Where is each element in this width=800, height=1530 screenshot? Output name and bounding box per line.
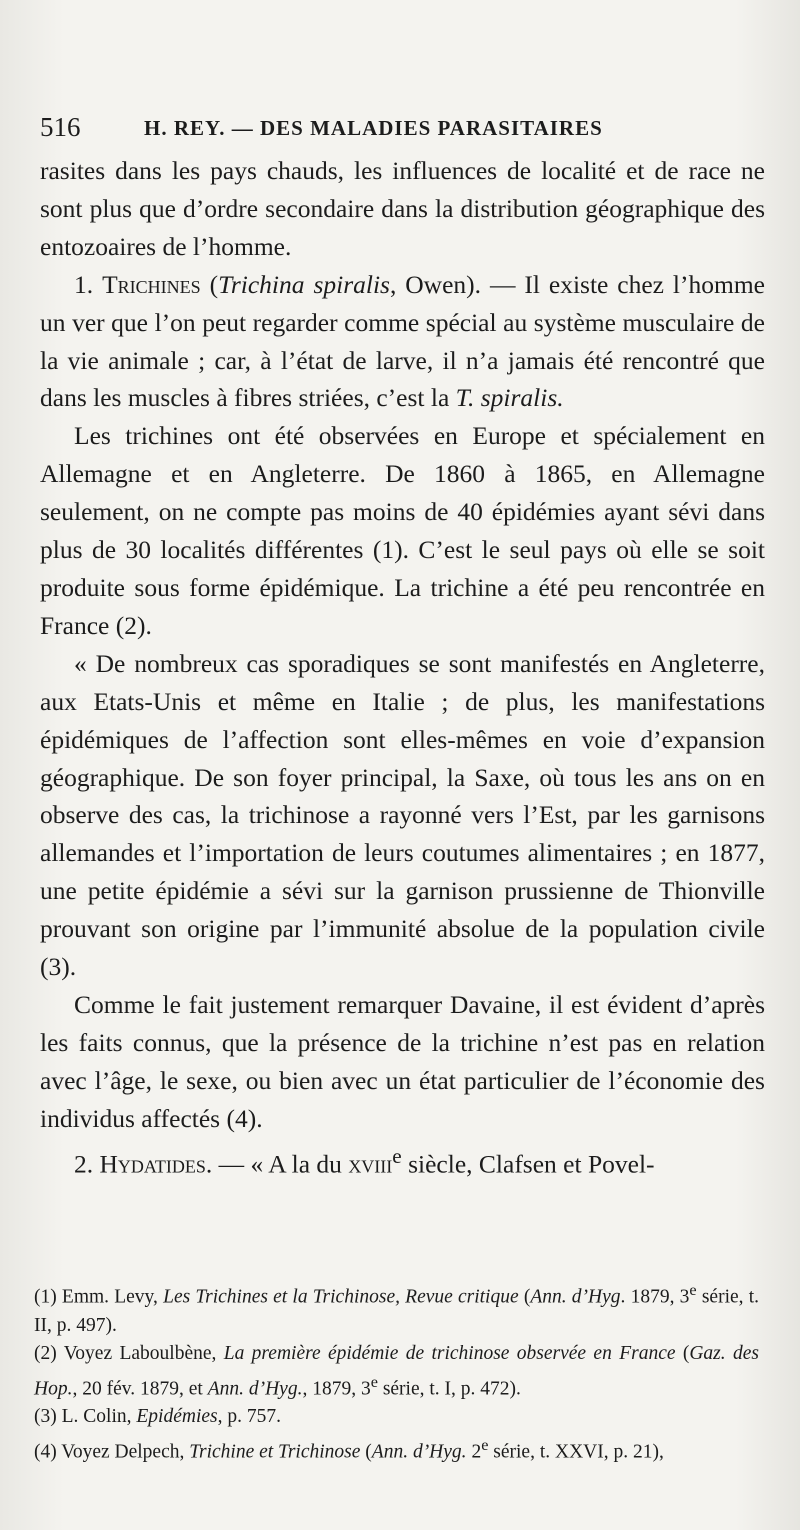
section-heading-hydatides: Hydatides. bbox=[99, 1149, 213, 1179]
superscript: e bbox=[481, 1436, 489, 1454]
footnote-journal: Ann. d’Hyg. bbox=[207, 1378, 303, 1399]
paragraph-text: siècle, Clafsen et Povel- bbox=[401, 1149, 655, 1179]
paragraph-davaine: Comme le fait justement remarquer Davaine, il est évident d’après les faits connus, que la présence de la trichine n’est pas en relation avec l’âge, le sexe, ou bien avec un état particulier de l’économie des individus affectés (4). bbox=[40, 989, 765, 1133]
footnote-text: série, t. XXVI, p. 21), bbox=[488, 1441, 664, 1463]
footnote-text: ( bbox=[360, 1441, 372, 1463]
section-number: 1. bbox=[74, 269, 103, 299]
footnote-text: . 1879, 3 bbox=[620, 1286, 690, 1308]
footnote-text: (3) L. Colin, bbox=[34, 1406, 137, 1427]
page-number: 516 bbox=[40, 112, 81, 142]
footnote-journal: Ann. d’Hyg. bbox=[371, 1441, 467, 1463]
footnote-text: série, t. II, p. 497). bbox=[34, 1286, 759, 1336]
species-name: T. spiralis. bbox=[455, 383, 564, 413]
footnote-journal: Ann. d’Hyg bbox=[530, 1286, 621, 1308]
paragraph-continued: rasites dans les pays chauds, les influences de localité et de race ne sont plus que d’ordre secondaire dans la distribution géographique des entozoaires de l’homme. bbox=[40, 156, 765, 261]
footnote-text: série, t. I, p. 472). bbox=[377, 1378, 521, 1399]
footnote-text: (4) Voyez Delpech, bbox=[34, 1441, 190, 1463]
footnote-title: Trichine et Trichinose bbox=[189, 1441, 361, 1463]
footnote-text: , 1879, 3 bbox=[302, 1378, 371, 1399]
footnote-title: Epidémies bbox=[136, 1406, 218, 1427]
running-title: H. REY. — DES MALADIES PARASITAIRES bbox=[144, 116, 603, 140]
footnote-text: , 20 fév. 1879, et bbox=[72, 1378, 208, 1399]
footnote-text: 2 bbox=[466, 1441, 482, 1463]
paren-open: ( bbox=[200, 269, 219, 299]
section-heading-trichines: Trichines bbox=[102, 269, 201, 299]
footnote-journal: Gaz. des Hop. bbox=[34, 1342, 759, 1399]
footnote-4 bbox=[34, 1431, 759, 1467]
paragraph-text: , Owen). — Il existe chez l’homme un ver que l’on peut regarder comme spécial au système musculaire de la vie animale ; car, à l’état de larve, il n’a jamais été rencontré que dans les muscles à fibres striées, c’est la bbox=[40, 269, 765, 413]
footnote-text: ( bbox=[675, 1342, 690, 1364]
superscript: e bbox=[370, 1372, 378, 1391]
paragraph-trichines bbox=[40, 266, 765, 418]
paragraph-quote: « De nombreux cas sporadiques se sont manifestés en Angleterre, aux Etats-Unis et même en Italie ; de plus, les manifestations épidémiques de l’affection sont elles-mêmes en voie d’expansion géographique. De son foyer principal, la Saxe, où tous les ans on en observe des cas, la trichinose a rayonné vers l’Est, par les garnisons allemandes et l’importation de leurs coutumes alimentaires ; en 1877, une petite épidémie a sévi sur la garnison prussienne de Thionville prouvant son origine par l’immunité absolue de la population civile (3). bbox=[40, 648, 765, 982]
footnote-text: ( bbox=[518, 1286, 531, 1308]
paragraph-hydatides bbox=[40, 1138, 765, 1183]
page-header bbox=[40, 112, 770, 148]
superscript: e bbox=[689, 1281, 697, 1299]
footnote-3 bbox=[34, 1403, 759, 1431]
latin-name: Trichina spiralis bbox=[218, 269, 390, 299]
footnote-text: , p. 757. bbox=[217, 1406, 281, 1427]
footnotes bbox=[34, 1276, 759, 1467]
footnote-text: (2) Voyez Laboulbène, bbox=[34, 1342, 224, 1364]
footnote-title: La première épidémie de trichinose observée en France bbox=[223, 1342, 676, 1364]
body-text bbox=[40, 152, 765, 1183]
superscript: e bbox=[392, 1143, 402, 1168]
footnote-text: (1) Emm. Levy, bbox=[34, 1286, 164, 1308]
paragraph-text: — « A la du bbox=[212, 1149, 349, 1179]
paragraph-europe: Les trichines ont été observées en Europe et spécialement en Allemagne et en Angleterre. De 1860 à 1865, en Allemagne seulement, on ne compte pas moins de 40 épidémies ayant sévi dans plus de 30 localités différentes (1). C’est le seul pays où elle se soit produite sous forme épidémique. La trichine a été peu rencontrée en France (2). bbox=[40, 421, 765, 640]
footnote-title: Les Trichines et la Trichinose, Revue critique bbox=[163, 1286, 519, 1308]
footnote-2 bbox=[34, 1340, 759, 1404]
section-number: 2. bbox=[74, 1149, 100, 1179]
footnote-1 bbox=[34, 1276, 759, 1340]
century-numeral: xviii bbox=[348, 1149, 393, 1179]
